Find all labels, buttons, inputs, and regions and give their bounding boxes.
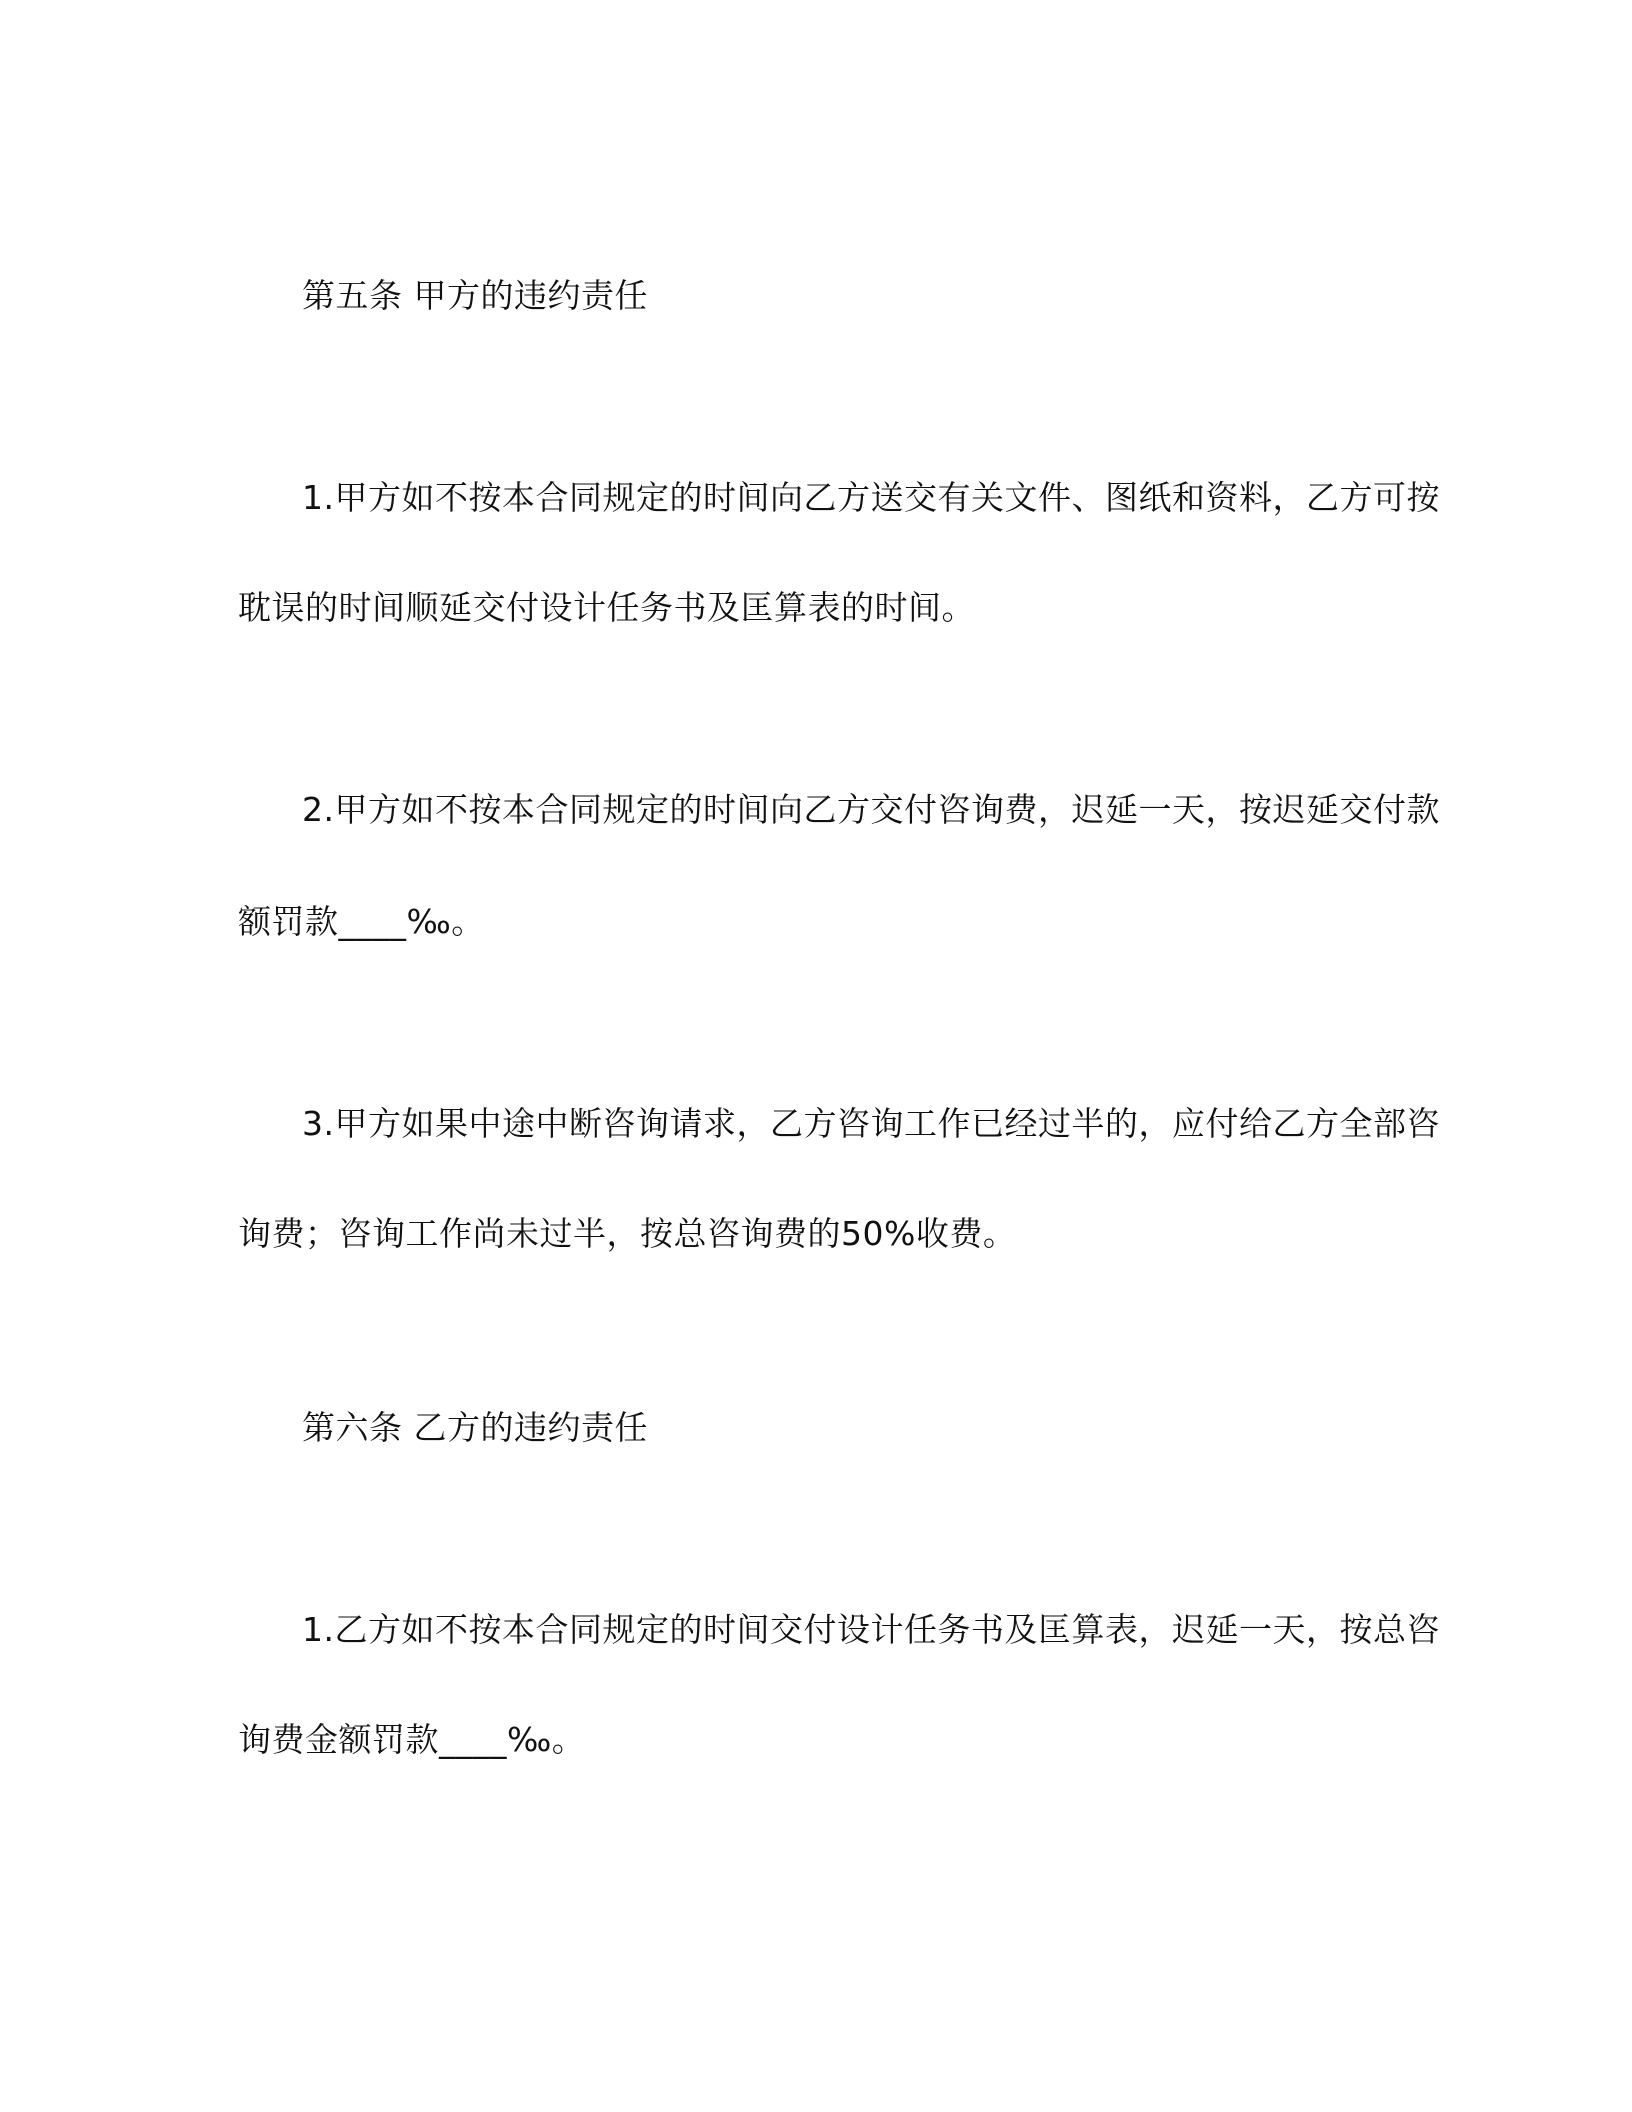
article-5-item-3-line-2: 询费；咨询工作尚未过半，按总咨询费的50%收费。 bbox=[238, 1214, 1017, 1253]
article-6-item-1-line-2: 询费金额罚款____‰。 bbox=[238, 1720, 586, 1759]
article-6-item-1-line-1: 1.乙方如不按本合同规定的时间交付设计任务书及匡算表，迟延一天，按总咨 bbox=[302, 1610, 1440, 1649]
article-5-item-1-line-1: 1.甲方如不按本合同规定的时间向乙方送交有关文件、图纸和资料，乙方可按 bbox=[302, 478, 1440, 517]
article-5-item-2-line-1: 2.甲方如不按本合同规定的时间向乙方交付咨询费，迟延一天，按迟延交付款 bbox=[302, 790, 1440, 829]
article-5-item-3-line-1: 3.甲方如果中途中断咨询请求，乙方咨询工作已经过半的，应付给乙方全部咨 bbox=[302, 1104, 1440, 1143]
article-6-heading: 第六条 乙方的违约责任 bbox=[302, 1408, 648, 1447]
article-5-item-1-line-2: 耽误的时间顺延交付设计任务书及匡算表的时间。 bbox=[238, 588, 975, 627]
article-5-item-2-line-2: 额罚款____‰。 bbox=[238, 902, 485, 941]
article-5-heading: 第五条 甲方的违约责任 bbox=[302, 276, 648, 315]
